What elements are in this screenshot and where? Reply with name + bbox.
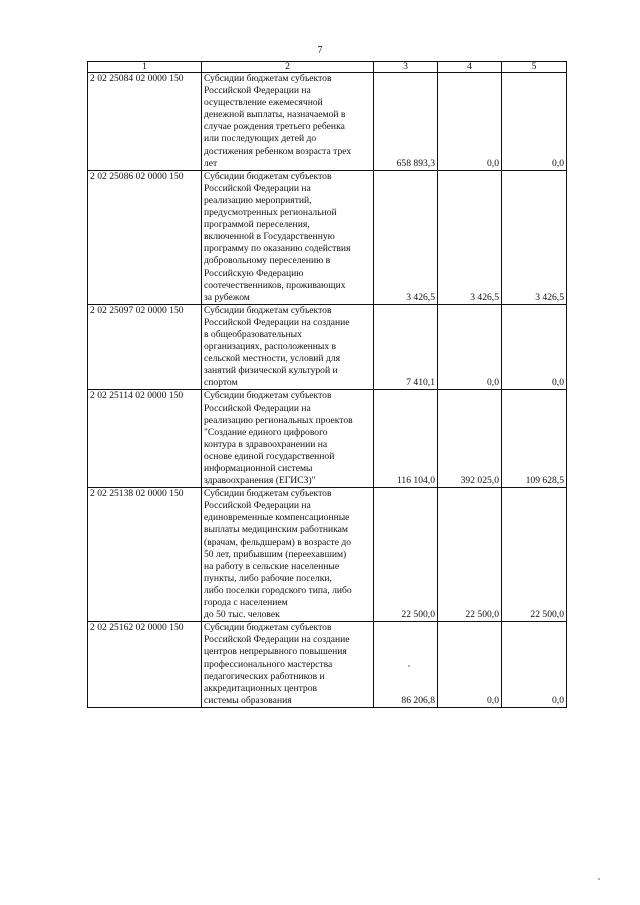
header-col-2: 2: [202, 62, 374, 73]
row-col5-amount: 0,0: [502, 304, 567, 390]
row-name-line: Субсидии бюджетам субъектов: [204, 622, 332, 634]
row-name-line: добровольному переселению в: [204, 255, 331, 267]
row-name-line: денежной выплаты, назначаемой в: [204, 109, 346, 121]
table-row: [88, 304, 567, 390]
row-name-line: реализацию региональных проектов: [204, 414, 353, 426]
row-name-line: "Создание единого цифрового: [204, 426, 328, 438]
row-name-line: программу по оказанию содействия: [204, 243, 351, 255]
row-name-line: Российской Федерации на: [204, 500, 311, 512]
row-name-line: реализацию мероприятий,: [204, 194, 312, 206]
header-col-5: 5: [502, 62, 567, 73]
row-name-line: Российской Федерации на создание: [204, 316, 350, 328]
row-name-line: программой переселения,: [204, 219, 310, 231]
row-name-cell: [202, 170, 374, 304]
scan-speck: [598, 878, 600, 880]
row-name-line: города с населением: [204, 597, 288, 609]
row-name-line: Российской Федерации на: [204, 182, 311, 194]
row-name-line: занятий физической культурой и: [204, 365, 338, 377]
row-name-line: пункты, либо рабочие поселки,: [204, 572, 332, 584]
row-name-line: за рубежом: [204, 291, 250, 303]
row-name-line: выплаты медицинским работникам: [204, 524, 348, 536]
row-code-cell: 2 02 25084 02 0000 150: [88, 73, 202, 171]
row-name-line: системы образования: [204, 694, 292, 706]
row-col4-amount: 0,0: [438, 304, 502, 390]
row-name-line: аккредитационных центров: [204, 682, 318, 694]
table-body: [88, 73, 567, 708]
row-name-line: 50 лет, прибывшим (переехавшим): [204, 548, 347, 560]
row-name-line: Субсидии бюджетам субъектов: [204, 390, 332, 402]
row-code-cell: 2 02 25086 02 0000 150: [88, 170, 202, 304]
row-name-line: Субсидии бюджетам субъектов: [204, 170, 332, 182]
row-name-line: предусмотренных региональной: [204, 207, 337, 219]
row-name-line: сельской местности, условий для: [204, 353, 341, 365]
row-name-cell: [202, 488, 374, 622]
page-number: 7: [317, 45, 323, 56]
row-name-line: информационной системы: [204, 463, 313, 474]
row-name-line: включенной в Государственную: [204, 231, 335, 243]
row-col4-amount: 392 025,0: [438, 390, 502, 488]
row-name-line: Российской Федерации на: [204, 402, 311, 414]
row-name-line: или последующих детей до: [204, 133, 317, 145]
row-name-line: единовременные компенсационные: [204, 512, 350, 524]
row-col5-amount: 109 628,5: [502, 390, 567, 488]
row-name-line: на работу в сельские населенные: [204, 560, 340, 572]
row-name-cell: [202, 390, 374, 488]
header-col-4: 4: [438, 62, 502, 73]
row-col4-amount: 0,0: [438, 73, 502, 171]
row-col4-amount: 22 500,0: [438, 488, 502, 622]
row-name-line: организациях, расположенных в: [204, 341, 337, 353]
row-col3-amount: 7 410,1: [374, 304, 438, 390]
row-name-line: осуществление ежемесячной: [204, 97, 323, 109]
row-name-line: соотечественников, проживающих: [204, 279, 346, 291]
row-col3-amount: 86 206,8: [374, 622, 438, 708]
table-row: [88, 170, 567, 304]
row-name-line: контура в здравоохранении на: [204, 438, 328, 450]
table-row: [88, 488, 567, 622]
row-name-line: центров непрерывного повышения: [204, 646, 347, 658]
row-name-line: достижения ребенком возраста трех: [204, 145, 352, 157]
table-row: [88, 73, 567, 171]
row-name-line: в общеобразовательных: [204, 328, 302, 340]
row-name-cell: [202, 622, 374, 708]
row-name-line: Субсидии бюджетам субъектов: [204, 488, 332, 500]
row-code-cell: 2 02 25114 02 0000 150: [88, 390, 202, 488]
row-name-line: (врачам, фельдшерам) в возрасте до: [204, 536, 352, 548]
header-col-3: 3: [374, 62, 438, 73]
row-code-cell: 2 02 25097 02 0000 150: [88, 304, 202, 390]
row-name-cell: [202, 304, 374, 390]
row-name-line: до 50 тыс. человек: [204, 609, 280, 621]
row-name-line: Субсидии бюджетам субъектов: [204, 304, 332, 316]
row-name-line: основе единой государственной: [204, 450, 335, 462]
row-code-cell: 2 02 25162 02 0000 150: [88, 622, 202, 708]
row-name-cell: [202, 73, 374, 171]
row-name-line: Российской Федерации на: [204, 85, 311, 97]
row-name-line: либо поселки городского типа, либо: [204, 584, 352, 596]
row-name-line: спортом: [204, 377, 238, 389]
row-col4-amount: 0,0: [438, 622, 502, 708]
table-header-row: [88, 62, 567, 73]
row-name-line: случае рождения третьего ребенка: [204, 121, 345, 133]
row-name-line: Российской Федерации на создание: [204, 634, 350, 646]
row-name-line: здравоохранения (ЕГИСЗ)": [204, 475, 316, 487]
header-col-1: 1: [88, 62, 202, 73]
row-col4-amount: 3 426,5: [438, 170, 502, 304]
row-col5-amount: 22 500,0: [502, 488, 567, 622]
budget-table: [87, 61, 567, 708]
table-row: [88, 622, 567, 708]
row-col5-amount: 3 426,5: [502, 170, 567, 304]
row-name-line: лет: [204, 157, 218, 169]
row-name-line: Российскую Федерацию: [204, 267, 304, 279]
row-name-line: педагогических работников и: [204, 670, 325, 682]
row-col3-amount: 3 426,5: [374, 170, 438, 304]
scan-speck: [408, 665, 410, 667]
row-col5-amount: 0,0: [502, 622, 567, 708]
table-row: [88, 390, 567, 488]
row-name-line: профессионального мастерства: [204, 658, 333, 670]
row-col5-amount: 0,0: [502, 73, 567, 171]
row-code-cell: 2 02 25138 02 0000 150: [88, 488, 202, 622]
row-col3-amount: 22 500,0: [374, 488, 438, 622]
row-name-line: Субсидии бюджетам субъектов: [204, 73, 332, 84]
row-col3-amount: 116 104,0: [374, 390, 438, 488]
row-col3-amount: 658 893,3: [374, 73, 438, 171]
